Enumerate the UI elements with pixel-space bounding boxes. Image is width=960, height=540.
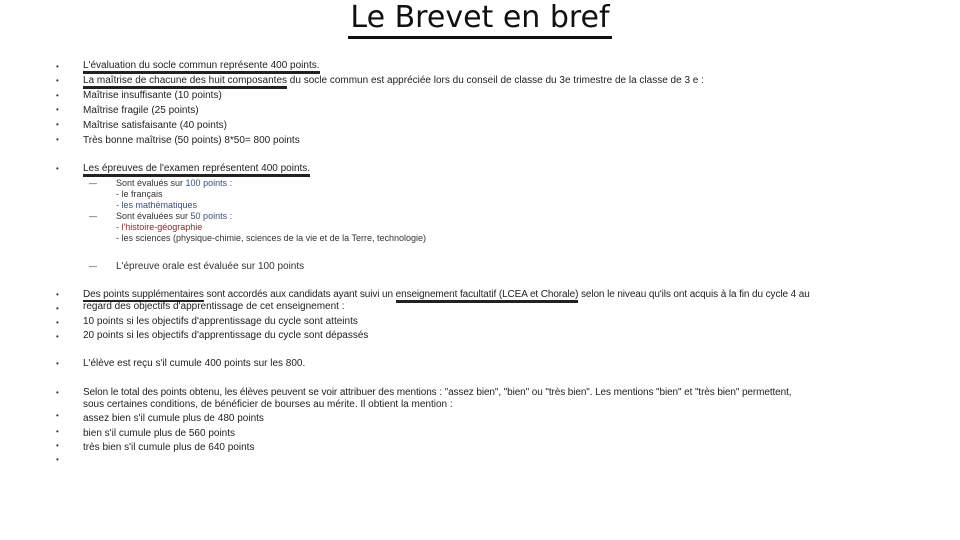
sub-item-text: Sont évaluées sur xyxy=(116,211,191,221)
sub-item: - les sciences (physique-chimie, sciences de la vie et de la Terre, technologie) xyxy=(116,233,426,243)
mention-label: assez bien xyxy=(83,413,131,424)
bullet-marker: • xyxy=(56,359,59,368)
mention-label: très bien xyxy=(83,442,122,453)
list-item: Maîtrise fragile (25 points) xyxy=(83,105,199,116)
epreuves-heading: Les épreuves de l'examen représentent 400 points. xyxy=(83,163,310,177)
list-item: L'élève est reçu s'il cumule 400 points sur les 800. xyxy=(83,358,306,369)
bullet-marker: • xyxy=(56,441,59,450)
sub-item xyxy=(116,211,232,222)
enseignement-label: enseignement facultatif (LCEA et Chorale) xyxy=(396,289,579,303)
sub-item: L'épreuve orale est évaluée sur 100 points xyxy=(116,261,305,272)
list-item: Maîtrise satisfaisante (40 points) xyxy=(83,120,227,131)
bullet-marker: • xyxy=(56,318,59,327)
list-item: 10 points si les objectifs d'apprentissage du cycle sont atteints xyxy=(83,316,358,327)
sub-item: - les mathématiques xyxy=(116,200,198,210)
bullet-marker: • xyxy=(56,304,59,313)
bullet-marker: • xyxy=(56,62,59,71)
socle-heading: L'évaluation du socle commun représente 400 points. xyxy=(83,60,320,74)
sub-item: - le français xyxy=(116,189,163,199)
bullet-marker: • xyxy=(56,332,59,341)
list-item-text: s'il cumule plus de 480 points xyxy=(130,413,264,424)
dash-marker: — xyxy=(89,262,97,271)
list-item xyxy=(83,413,264,425)
points-value: 50 points : xyxy=(190,211,233,221)
bullet-marker: • xyxy=(56,427,59,436)
sub-item-text: Sont évalués sur xyxy=(116,178,186,188)
composantes-label: La maîtrise de chacune des huit composantes xyxy=(83,75,287,89)
points-value: 100 points : xyxy=(185,178,233,188)
list-item xyxy=(83,289,810,301)
bullet-marker: • xyxy=(56,455,59,464)
list-item xyxy=(83,60,320,72)
sub-item: - l'histoire-géographie xyxy=(116,222,203,232)
bullet-marker: • xyxy=(56,105,59,114)
list-item: Très bonne maîtrise (50 points) 8*50= 800 points xyxy=(83,135,300,146)
page-title xyxy=(0,0,960,39)
bullet-marker: • xyxy=(56,164,59,173)
list-item-text: selon le niveau qu'ils ont acquis à la fin du cycle 4 au xyxy=(578,289,810,300)
list-item-text: s'il cumule plus de 640 points xyxy=(121,442,255,453)
sub-item xyxy=(116,178,232,189)
list-item xyxy=(83,163,310,175)
bullet-marker: • xyxy=(56,120,59,129)
list-item: sous certaines conditions, de bénéficier de bourses au mérite. Il obtient la mention : xyxy=(83,399,453,410)
bullet-marker: • xyxy=(56,388,59,397)
list-item: Maîtrise insuffisante (10 points) xyxy=(83,90,222,101)
list-item xyxy=(83,428,235,440)
list-item-text: s'il cumule plus de 560 points xyxy=(101,428,236,439)
list-item-text: du socle commun est appréciée lors du conseil de classe du 3e trimestre de la classe de 3 e : xyxy=(287,75,704,86)
dash-marker: — xyxy=(89,212,97,221)
list-item-text: sont accordés aux candidats ayant suivi un xyxy=(203,289,396,300)
bullet-marker: • xyxy=(56,411,59,420)
mention-label: bien xyxy=(83,428,102,439)
list-item: 20 points si les objectifs d'apprentissage du cycle sont dépassés xyxy=(83,330,369,341)
bullet-marker: • xyxy=(56,135,59,144)
bullet-marker: • xyxy=(56,91,59,100)
points-supp-label: Des points supplémentaires xyxy=(83,289,204,300)
list-item: regard des objectifs d'apprentissage de cet enseignement : xyxy=(83,301,345,312)
title-text: Le Brevet en bref xyxy=(348,0,611,39)
bullet-marker: • xyxy=(56,76,59,85)
bullet-marker: • xyxy=(56,290,59,299)
list-item xyxy=(83,75,704,87)
list-item xyxy=(83,442,254,454)
list-item: Selon le total des points obtenu, les élèves peuvent se voir attribuer des mentions : "assez bien", "bien" ou "très bien". Les mentions "bien" et "très bien" permettent, xyxy=(83,387,792,398)
dash-marker: — xyxy=(89,179,97,188)
